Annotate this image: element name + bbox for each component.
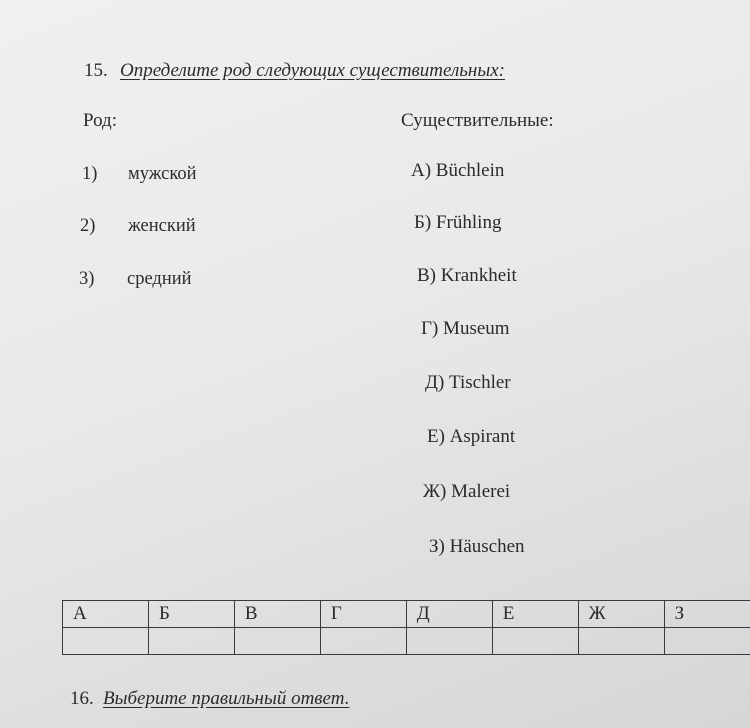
gender-number-1: 1) [82,164,98,184]
question-15-title: Определите род следующих существительных: [120,60,505,81]
noun-item: Е) Aspirant [427,426,516,447]
answer-table-header-row [63,601,750,628]
answer-header-cell: Г [320,601,406,628]
answer-header-cell: З [664,601,750,628]
answer-header-cell: А [63,601,149,628]
answer-blank-cell [148,628,234,655]
answer-table-blank-row [63,628,750,655]
gender-label-neuter: средний [127,269,192,289]
question-15-number: 15. [84,60,108,81]
noun-item: В) Krankheit [417,265,517,286]
noun-item: З) Häuschen [429,536,525,557]
noun-item: А) Büchlein [411,160,505,181]
answer-header-cell: Ж [578,601,664,628]
gender-number-2: 2) [80,216,96,236]
gender-label-feminine: женский [128,216,196,236]
answer-blank-cell [63,628,149,655]
answer-header-cell: Б [148,601,234,628]
question-16-number: 16. [70,688,94,709]
question-16-title: Выберите правильный ответ. [103,688,350,709]
answer-header-cell: Д [406,601,492,628]
answer-blank-cell [320,628,406,655]
answer-blank-cell [406,628,492,655]
answer-blank-cell [578,628,664,655]
gender-label-masculine: мужской [128,164,197,184]
answer-table [62,600,750,655]
gender-column-header: Род: [83,110,117,131]
gender-number-3: 3) [79,269,95,289]
answer-header-cell: Е [492,601,578,628]
noun-item: Г) Museum [421,318,510,339]
answer-blank-cell [664,628,750,655]
answer-blank-cell [234,628,320,655]
answer-blank-cell [492,628,578,655]
noun-item: Ж) Malerei [423,481,511,502]
noun-item: Б) Frühling [414,212,502,233]
nouns-column-header: Существительные: [401,110,554,131]
noun-item: Д) Tischler [425,372,511,393]
answer-header-cell: В [234,601,320,628]
